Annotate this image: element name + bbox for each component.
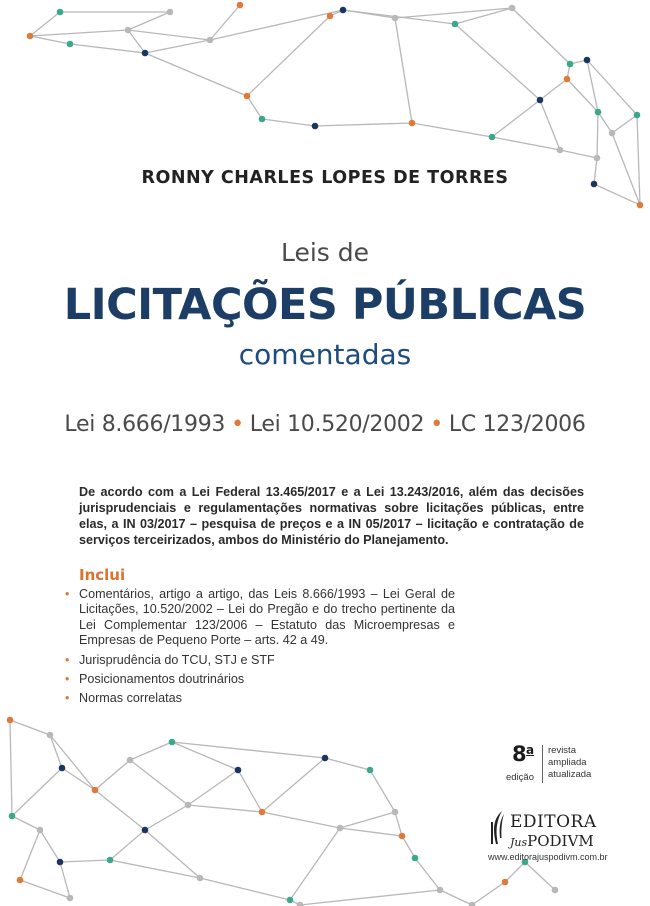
network-line — [130, 760, 188, 805]
network-line — [188, 770, 238, 805]
network-line — [145, 805, 188, 830]
network-line — [12, 768, 62, 816]
network-line — [172, 742, 325, 758]
network-node — [259, 809, 266, 816]
bullet-icon: • — [65, 691, 70, 706]
network-line — [402, 836, 415, 858]
law-list — [0, 412, 650, 437]
includes-item — [65, 672, 455, 687]
network-node — [17, 877, 24, 884]
network-line — [60, 862, 70, 898]
network-node — [92, 787, 99, 794]
network-node — [197, 875, 204, 882]
main-title: LICITAÇÕES PÚBLICAS — [63, 280, 587, 330]
network-line — [415, 858, 440, 890]
network-line — [50, 735, 62, 768]
description: De acordo com a Lei Federal 13.465/2017 e a Lei 13.243/2016, além das decisões jurisprudenciais e regulamentações normativas sobre licitações públicas, entre elas, a IN 03/2017 – pesquisa de preços e a IN 05/2017 – licitação e contratação de serviços terceirizados, ambos do Ministério do Planejamento. — [79, 485, 584, 547]
edition-notes — [548, 745, 591, 781]
includes-item — [65, 691, 455, 706]
author-name: RONNY CHARLES LOPES DE TORRES — [141, 168, 509, 188]
network-node — [552, 887, 559, 894]
network-node — [297, 902, 304, 906]
law-separator: • — [430, 412, 443, 437]
network-node — [437, 887, 444, 894]
network-line — [12, 816, 40, 830]
subtitle: comentadas — [238, 338, 412, 371]
network-line — [200, 878, 290, 900]
network-node — [399, 833, 406, 840]
network-node — [37, 827, 44, 834]
network-line — [20, 880, 70, 898]
network-line — [40, 830, 60, 862]
network-node — [57, 859, 64, 866]
network-line — [188, 805, 262, 812]
network-node — [127, 757, 134, 764]
network-node — [169, 739, 176, 746]
network-node — [502, 879, 509, 886]
network-line — [95, 760, 130, 790]
feather-logo-icon — [488, 810, 508, 846]
edition-divider — [542, 745, 543, 783]
includes-item-text: Jurisprudência do TCU, STJ e STF — [79, 652, 275, 667]
publisher-logo — [488, 808, 618, 864]
network-node — [322, 755, 329, 762]
edition-number: 8 — [512, 742, 527, 766]
network-node — [142, 827, 149, 834]
network-line — [370, 770, 395, 812]
includes-heading: Inclui — [79, 566, 126, 584]
publisher-url: www.editorajuspodivm.com.br — [488, 852, 608, 862]
network-line — [130, 742, 172, 760]
network-node — [47, 732, 54, 739]
network-node — [9, 813, 16, 820]
network-line — [10, 720, 50, 735]
edition-badge — [504, 742, 624, 792]
law-item: Lei 10.520/2002 — [249, 412, 425, 437]
includes-item-text: Posicionamentos doutrinários — [79, 672, 245, 687]
includes-list — [65, 587, 455, 711]
network-line — [262, 758, 325, 812]
network-line — [62, 768, 95, 790]
network-line — [262, 812, 340, 828]
network-line — [110, 860, 200, 878]
network-line — [50, 735, 95, 790]
edition-note: revista — [548, 745, 576, 756]
network-line — [60, 860, 110, 862]
edition-note: ampliada — [548, 757, 587, 768]
network-line — [325, 758, 370, 770]
publisher-name: EDITORA — [510, 812, 597, 832]
network-line — [238, 770, 262, 812]
network-node — [7, 717, 14, 724]
includes-item-text: Normas correlatas — [79, 691, 182, 706]
network-node — [337, 825, 344, 832]
network-line — [472, 882, 505, 905]
network-line — [172, 742, 238, 770]
bullet-icon: • — [65, 587, 70, 601]
edition-word: edição — [506, 772, 534, 783]
edition-note: atualizada — [548, 769, 592, 780]
network-line — [440, 890, 472, 905]
network-line — [525, 862, 555, 890]
network-node — [107, 857, 114, 864]
edition-ordinal: a — [526, 743, 535, 757]
network-line — [340, 828, 402, 836]
law-item: LC 123/2006 — [448, 412, 586, 437]
network-node — [367, 767, 374, 774]
title-prefix: Leis de — [280, 238, 370, 267]
network-node — [412, 855, 419, 862]
network-node — [392, 809, 399, 816]
network-line — [505, 862, 525, 882]
network-node — [59, 765, 66, 772]
network-node — [469, 902, 476, 906]
network-line — [145, 830, 200, 878]
network-line — [20, 830, 40, 880]
publisher-podivm: PODIVM — [527, 832, 594, 850]
network-node — [67, 895, 74, 902]
bullet-icon: • — [65, 652, 70, 667]
network-node — [287, 897, 294, 904]
law-item: Lei 8.666/1993 — [64, 412, 226, 437]
network-line — [95, 790, 145, 830]
network-line — [290, 828, 340, 900]
includes-item — [65, 587, 455, 649]
network-node — [185, 802, 192, 809]
network-line — [340, 812, 395, 828]
network-line — [395, 812, 402, 836]
bullet-icon: • — [65, 672, 70, 687]
publisher-jus: Jus — [510, 836, 528, 849]
law-separator: • — [231, 412, 244, 437]
publisher-sub — [510, 832, 594, 850]
network-node — [235, 767, 242, 774]
includes-item-text: Comentários, artigo a artigo, das Leis 8.666/1993 – Lei Geral de Licitações, 10.520/2002 – Lei do Pregão e do trecho pertinente da Lei Complementar 123/2006 – Estatuto das Microempresas e Empresas de Pequeno Porte – arts. 42 a 49. — [79, 587, 455, 648]
includes-item — [65, 653, 455, 668]
network-line — [10, 720, 12, 816]
network-line — [300, 890, 440, 905]
network-line — [110, 830, 145, 860]
